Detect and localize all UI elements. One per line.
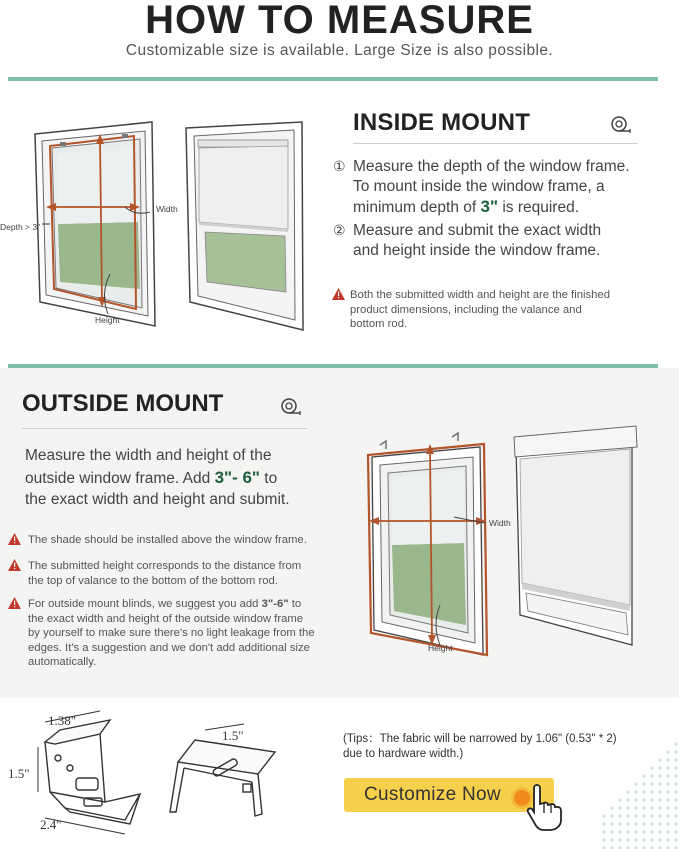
decorative-dot	[626, 790, 629, 793]
step-1-depth-value: 3"	[480, 197, 499, 216]
step-2-number: ②	[333, 222, 346, 238]
decorative-dot	[634, 838, 637, 841]
decorative-dot	[658, 758, 661, 761]
inside-shade-diagram	[186, 122, 303, 330]
decorative-dot	[658, 798, 661, 801]
decorative-dot	[674, 814, 677, 817]
outside-warning-3-post: to	[288, 598, 302, 610]
decorative-dot	[642, 822, 645, 825]
outside-text-line2-pre: outside window frame. Add	[25, 469, 215, 487]
decorative-dot	[634, 806, 637, 809]
step-1-number: ①	[333, 158, 346, 174]
decorative-dot	[618, 830, 621, 833]
decorative-dot	[674, 830, 677, 833]
inside-mount-illustration	[0, 104, 320, 336]
decorative-dot	[658, 822, 661, 825]
tape-measure-icon	[608, 112, 632, 136]
decorative-dot	[650, 838, 653, 841]
decorative-dot	[626, 822, 629, 825]
decorative-dot	[610, 838, 613, 841]
decorative-dot	[626, 814, 629, 817]
decorative-dot	[642, 814, 645, 817]
decorative-dot	[650, 766, 653, 769]
decorative-dot	[650, 830, 653, 833]
decorative-dot	[626, 830, 629, 833]
decorative-dot-pattern	[600, 740, 679, 849]
outside-warning-3-pre: For outside mount blinds, we suggest you add	[28, 598, 262, 610]
decorative-dot	[666, 766, 669, 769]
outside-warning-3-line4: edges. It's a suggestion and we don't add additional size	[28, 641, 310, 654]
decorative-dot	[666, 830, 669, 833]
decorative-dot	[666, 758, 669, 761]
decorative-dot	[610, 806, 613, 809]
step-2-line2: and height inside the window frame.	[353, 242, 601, 259]
decorative-dot	[674, 742, 677, 745]
outside-mount-heading: OUTSIDE MOUNT	[22, 390, 224, 417]
warning-icon	[8, 559, 21, 571]
decorative-dot	[658, 838, 661, 841]
decorative-dot	[642, 774, 645, 777]
outside-mount-illustration	[360, 425, 679, 660]
inside-warning-line2: product dimensions, including the valance and	[350, 303, 582, 316]
outside-warning-1-line1: The shade should be installed above the window frame.	[28, 534, 307, 546]
outside-warning-3-line5: automatically.	[28, 656, 97, 668]
decorative-dot	[666, 790, 669, 793]
tips-line2: due to hardware width.)	[343, 748, 464, 760]
step-1-line1: Measure the depth of the window frame.	[353, 158, 630, 175]
inside-window-diagram	[35, 122, 155, 326]
outside-warning-3-range: 3"-6"	[261, 598, 289, 610]
decorative-dot	[658, 782, 661, 785]
outside-height-label: Height	[428, 643, 453, 653]
decorative-dot	[634, 790, 637, 793]
decorative-dot	[618, 838, 621, 841]
inside-step-2	[333, 220, 601, 261]
step-2-line1: Measure and submit the exact width	[353, 222, 602, 239]
decorative-dot	[602, 814, 605, 817]
decorative-dot	[618, 806, 621, 809]
decorative-dot	[674, 822, 677, 825]
inside-mount-underline	[353, 143, 638, 144]
outside-warning-3-line3: by yourself to make sure there's no light leakage from the	[28, 627, 315, 639]
decorative-dot	[642, 798, 645, 801]
outside-text-line2-post: to	[259, 469, 278, 487]
decorative-dot	[666, 814, 669, 817]
decorative-dot	[642, 838, 645, 841]
decorative-dot	[658, 774, 661, 777]
decorative-dot	[618, 814, 621, 817]
decorative-dot	[610, 822, 613, 825]
decorative-dot	[610, 830, 613, 833]
inside-warning-text	[350, 288, 610, 332]
decorative-dot	[618, 822, 621, 825]
page-subtitle: Customizable size is available. Large Size is also possible.	[125, 42, 554, 59]
outside-text-line1: Measure the width and height of the	[25, 447, 272, 464]
decorative-dot	[634, 830, 637, 833]
decorative-dot	[642, 806, 645, 809]
decorative-dot	[602, 838, 605, 841]
clip-width-dim: 1.5"	[222, 728, 244, 743]
decorative-dot	[650, 806, 653, 809]
inside-depth-label: Depth > 3"	[0, 222, 41, 232]
decorative-dot	[658, 766, 661, 769]
decorative-dot	[658, 814, 661, 817]
decorative-dot	[626, 806, 629, 809]
customize-now-button[interactable]: Customize Now	[344, 778, 554, 812]
outside-shade-diagram	[514, 426, 637, 645]
inside-height-label: Height	[95, 315, 120, 325]
bracket-diagram	[38, 711, 140, 834]
decorative-dot	[642, 830, 645, 833]
step-1-line3-pre: minimum depth of	[353, 199, 481, 216]
decorative-dot	[650, 782, 653, 785]
outside-width-label: Width	[489, 518, 511, 528]
tips-line1: (Tips：The fabric will be narrowed by 1.06" (0.53" * 2)	[343, 733, 617, 745]
decorative-dot	[626, 838, 629, 841]
warning-icon	[8, 533, 21, 545]
decorative-dot	[650, 790, 653, 793]
decorative-dot	[674, 798, 677, 801]
step-1-line3-post: is required.	[498, 199, 579, 216]
decorative-dot	[666, 750, 669, 753]
decorative-dot	[666, 798, 669, 801]
decorative-dot	[666, 782, 669, 785]
decorative-dot	[674, 806, 677, 809]
decorative-dot	[666, 838, 669, 841]
decorative-dot	[674, 758, 677, 761]
outside-mount-underline	[22, 428, 307, 429]
inside-mount-heading: INSIDE MOUNT	[353, 109, 531, 136]
decorative-dot	[634, 822, 637, 825]
decorative-dot	[674, 750, 677, 753]
decorative-dot	[602, 822, 605, 825]
decorative-dot	[610, 814, 613, 817]
decorative-dot	[650, 814, 653, 817]
decorative-dot	[674, 774, 677, 777]
outside-warning-3-line2: the exact width and height of the outside window frame	[28, 612, 304, 625]
warning-icon	[332, 288, 345, 300]
decorative-dot	[666, 806, 669, 809]
outside-warning-2-line2: the top of valance to the bottom of the bottom rod.	[28, 574, 278, 587]
decorative-dot	[618, 798, 621, 801]
pointing-hand-icon	[520, 782, 570, 832]
inside-step-1	[333, 156, 630, 218]
decorative-dot	[650, 774, 653, 777]
divider-top	[8, 77, 658, 81]
hardware-bracket-illustration	[0, 702, 290, 849]
decorative-dot	[674, 790, 677, 793]
outside-warning-2	[28, 559, 301, 588]
bracket-top-dim: 1.38"	[48, 713, 77, 728]
decorative-dot	[674, 766, 677, 769]
outside-text-line3: the exact width and height and submit.	[25, 491, 290, 508]
decorative-dot	[674, 838, 677, 841]
inside-warning-line3: bottom rod.	[350, 318, 408, 330]
decorative-dot	[634, 798, 637, 801]
decorative-dot	[650, 798, 653, 801]
decorative-dot	[666, 822, 669, 825]
decorative-dot	[634, 814, 637, 817]
tape-measure-icon	[278, 394, 302, 418]
outside-add-range: 3"- 6"	[214, 467, 260, 487]
inside-warning-line1: Both the submitted width and height are the finished	[350, 289, 610, 301]
decorative-dot	[642, 782, 645, 785]
outside-warning-2-line1: The submitted height corresponds to the distance from	[28, 560, 302, 572]
decorative-dot	[642, 790, 645, 793]
decorative-dot	[650, 822, 653, 825]
decorative-dot	[602, 830, 605, 833]
decorative-dot	[674, 782, 677, 785]
inside-width-label: Width	[156, 204, 178, 214]
decorative-dot	[658, 830, 661, 833]
decorative-dot	[666, 774, 669, 777]
decorative-dot	[626, 798, 629, 801]
step-1-line2: To mount inside the window frame, a	[353, 178, 605, 195]
outside-mount-instructions	[25, 445, 345, 511]
outside-warning-3	[28, 597, 315, 670]
bracket-bottom-dim: 2.4"	[40, 817, 62, 832]
page-title: HOW TO MEASURE	[145, 0, 534, 42]
outside-warning-1	[28, 533, 307, 548]
warning-icon	[8, 597, 21, 609]
outside-window-diagram	[368, 433, 487, 655]
decorative-dot	[634, 782, 637, 785]
decorative-dot	[658, 790, 661, 793]
bracket-side-dim: 1.5"	[8, 766, 30, 781]
decorative-dot	[658, 806, 661, 809]
